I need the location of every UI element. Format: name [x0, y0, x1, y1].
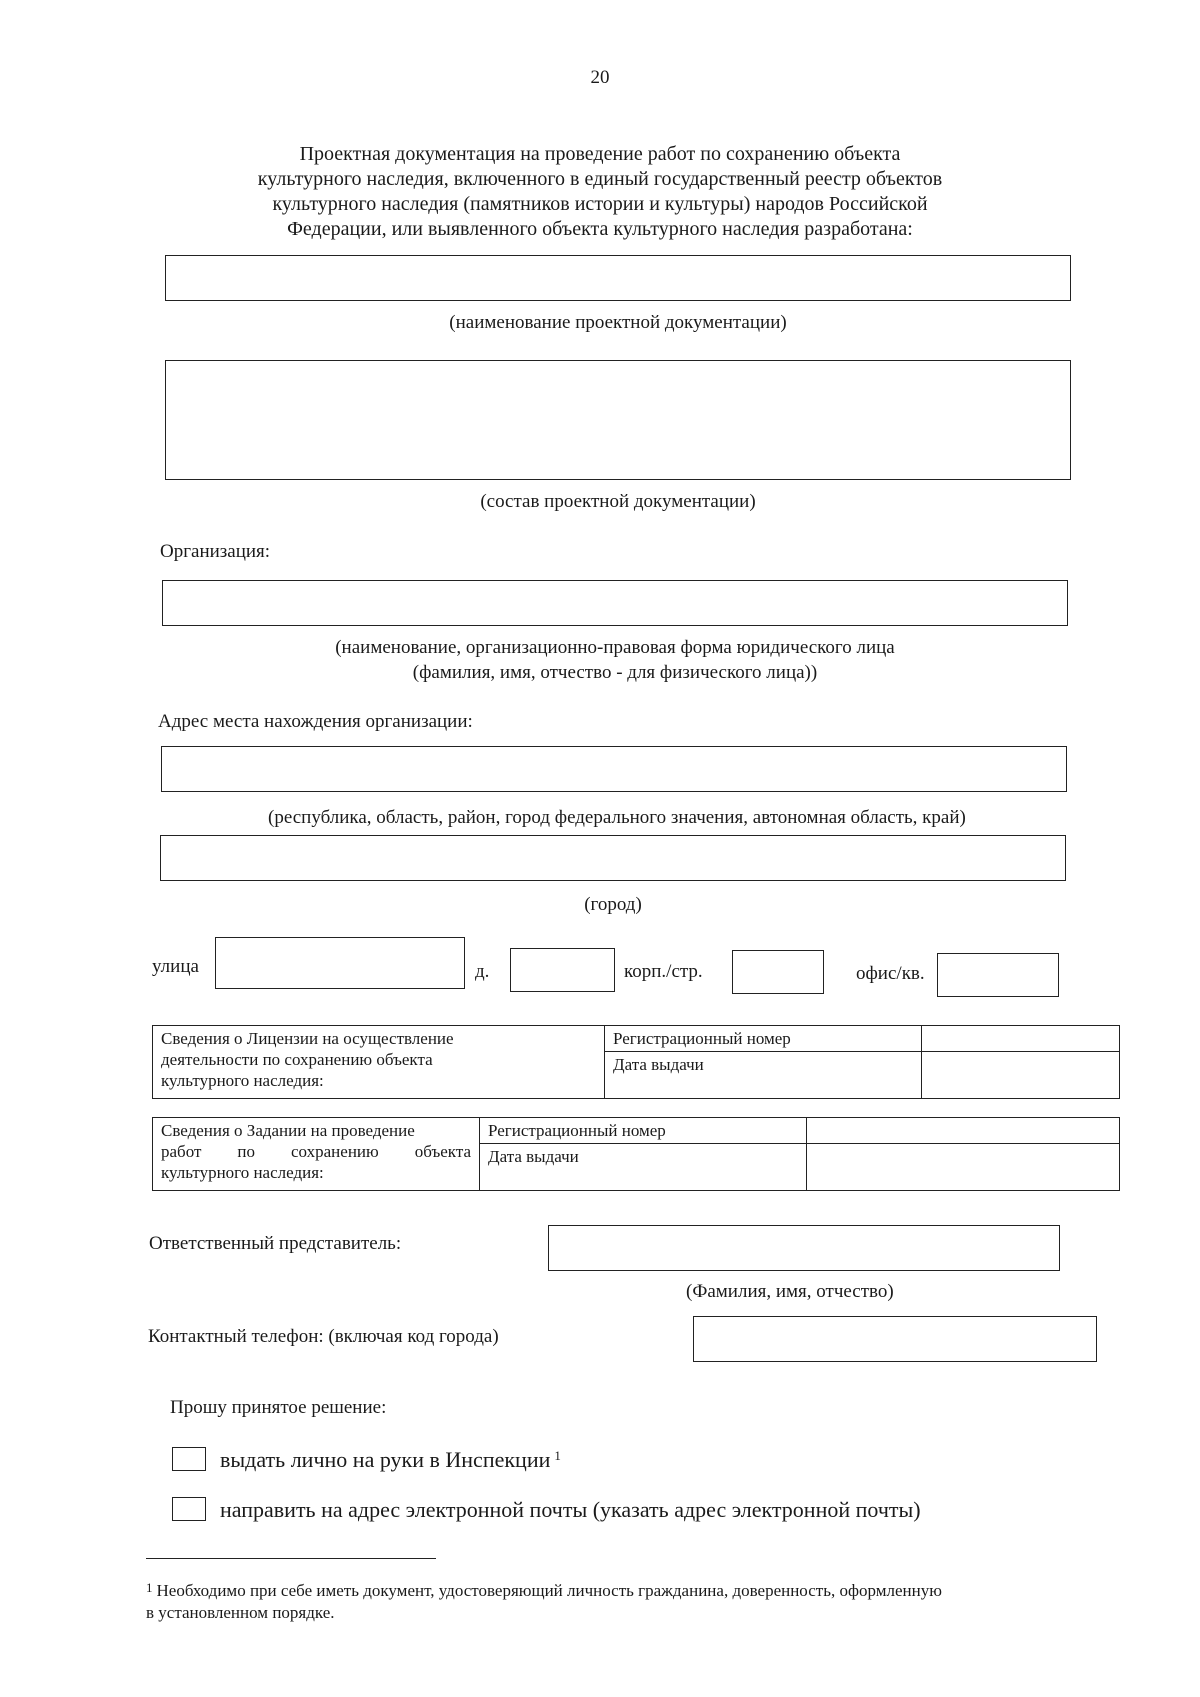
street-field[interactable]	[215, 937, 465, 989]
organization-field[interactable]	[162, 580, 1068, 626]
task-table	[152, 1117, 1120, 1191]
office-label: офис/кв.	[856, 963, 925, 984]
footnote-line-1	[146, 1580, 942, 1601]
region-field[interactable]	[161, 746, 1067, 792]
representative-label: Ответственный представитель:	[149, 1233, 402, 1254]
project-name-caption: (наименование проектной документации)	[449, 312, 787, 333]
license-title-line-3: культурного наследия:	[161, 1071, 324, 1090]
building-field[interactable]	[732, 950, 824, 994]
representative-caption: (Фамилия, имя, отчество)	[686, 1281, 894, 1302]
footnote-text-1: Необходимо при себе иметь документ, удостоверяющий личность гражданина, доверенность, оформленную	[156, 1581, 942, 1600]
office-field[interactable]	[937, 953, 1059, 997]
task-issue-date-value[interactable]	[807, 1144, 1120, 1191]
building-label: корп./стр.	[624, 961, 703, 982]
task-title-line-2: работ по сохранению объекта	[161, 1142, 471, 1161]
page-number: 20	[590, 67, 610, 88]
task-reg-number-value[interactable]	[807, 1118, 1120, 1144]
footnote-line-2: в установленном порядке.	[146, 1603, 335, 1622]
phone-label: Контактный телефон: (включая код города)	[148, 1326, 499, 1347]
license-issue-date-value[interactable]	[922, 1052, 1120, 1099]
organization-label: Организация:	[160, 541, 271, 562]
task-title-cell	[153, 1118, 480, 1191]
task-reg-number-label: Регистрационный номер	[480, 1118, 807, 1144]
license-reg-number-value[interactable]	[922, 1026, 1120, 1052]
phone-field[interactable]	[693, 1316, 1097, 1362]
task-title-line-3: культурного наследия:	[161, 1163, 324, 1182]
license-issue-date-label: Дата выдачи	[605, 1052, 922, 1099]
organization-caption-1: (наименование, организационно-правовая форма юридического лица	[335, 637, 895, 658]
header-line-3: культурного наследия (памятников истории и культуры) народов Российской	[272, 193, 928, 215]
city-field[interactable]	[160, 835, 1066, 881]
task-issue-date-label: Дата выдачи	[480, 1144, 807, 1191]
header-line-2: культурного наследия, включенного в единый государственный реестр объектов	[257, 168, 943, 190]
organization-caption-2: (фамилия, имя, отчество - для физического лица))	[412, 662, 818, 683]
option-email-label: направить на адрес электронной почты (указать адрес электронной почты)	[220, 1497, 921, 1522]
option-in-person-checkbox[interactable]	[172, 1447, 206, 1471]
license-table	[152, 1025, 1120, 1099]
city-caption: (город)	[584, 894, 642, 915]
representative-field[interactable]	[548, 1225, 1060, 1271]
option-in-person-text: выдать лично на руки в Инспекции	[220, 1447, 551, 1472]
license-reg-number-label: Регистрационный номер	[605, 1026, 922, 1052]
option-in-person-footnote-mark: 1	[554, 1448, 561, 1463]
license-title-cell	[153, 1026, 605, 1099]
option-in-person-label	[220, 1446, 561, 1474]
option-email-checkbox[interactable]	[172, 1497, 206, 1521]
footnote-separator	[146, 1558, 436, 1559]
region-caption: (республика, область, район, город федерального значения, автономная область, край)	[268, 807, 966, 828]
house-label: д.	[475, 961, 490, 982]
footnote-mark: 1	[146, 1580, 153, 1595]
decision-prompt: Прошу принятое решение:	[170, 1397, 387, 1418]
address-label: Адрес места нахождения организации:	[158, 711, 473, 732]
header-line-1: Проектная документация на проведение работ по сохранению объекта	[299, 143, 901, 165]
street-label: улица	[152, 956, 199, 977]
license-title-line-1: Сведения о Лицензии на осуществление	[161, 1029, 454, 1048]
license-title-line-2: деятельности по сохранению объекта	[161, 1050, 433, 1069]
project-composition-caption: (состав проектной документации)	[480, 491, 756, 512]
header-line-4: Федерации, или выявленного объекта культурного наследия разработана:	[287, 218, 913, 240]
house-field[interactable]	[510, 948, 615, 992]
task-title-line-1: Сведения о Задании на проведение	[161, 1121, 415, 1140]
project-composition-field[interactable]	[165, 360, 1071, 480]
project-name-field[interactable]	[165, 255, 1071, 301]
